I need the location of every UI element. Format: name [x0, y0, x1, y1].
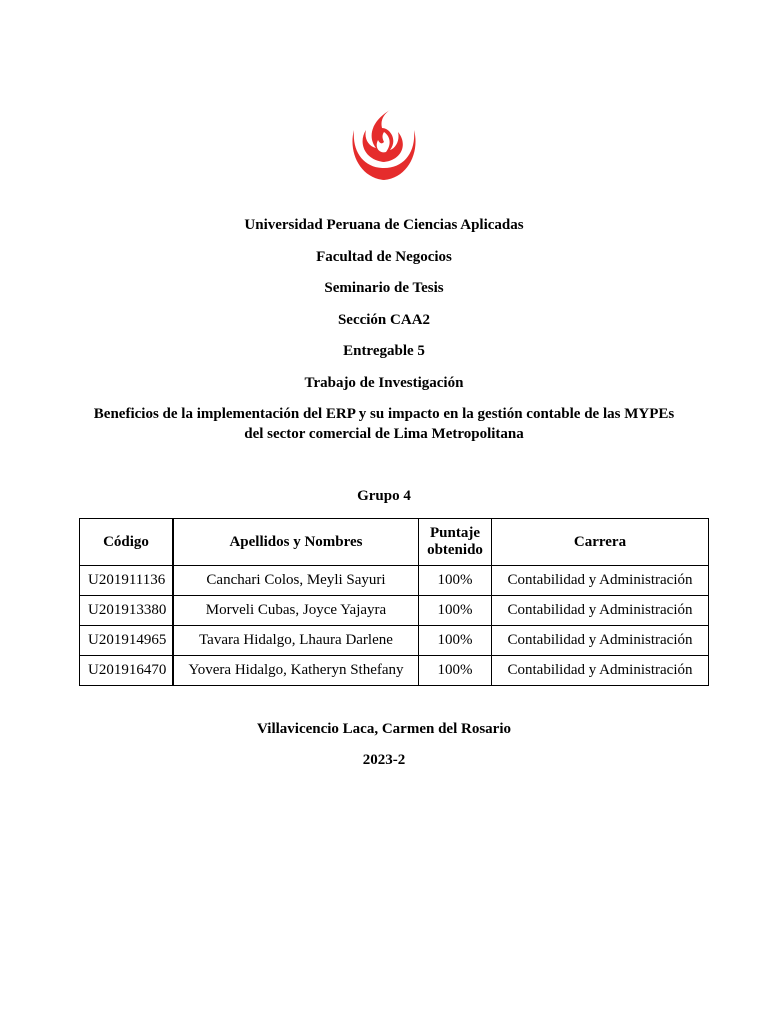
cell-code: U201911136	[80, 566, 174, 596]
university-name: Universidad Peruana de Ciencias Aplicadas	[244, 217, 524, 233]
header-code: Código	[80, 519, 174, 566]
academic-period: 2023-2	[362, 752, 406, 768]
upc-flame-logo-icon	[346, 108, 422, 184]
cell-name: Yovera Hidalgo, Katheryn Sthefany	[173, 656, 419, 686]
cell-career: Contabilidad y Administración	[492, 656, 709, 686]
header-career: Carrera	[492, 519, 709, 566]
cell-name: Morveli Cubas, Joyce Yajayra	[173, 596, 419, 626]
research-title: Beneficios de la implementación del ERP y su impacto en la gestión contable de las MYPEs del sector comercial de Lima Metropolitana	[93, 406, 675, 442]
cell-career: Contabilidad y Administración	[492, 596, 709, 626]
table-row	[80, 626, 709, 656]
cell-score: 100%	[419, 596, 492, 626]
cell-career: Contabilidad y Administración	[492, 566, 709, 596]
cell-code: U201914965	[80, 626, 174, 656]
cell-name: Tavara Hidalgo, Lhaura Darlene	[173, 626, 419, 656]
section-name: Sección CAA2	[337, 312, 431, 328]
faculty-name: Facultad de Negocios	[316, 249, 452, 265]
header-name: Apellidos y Nombres	[173, 519, 419, 566]
header-score: Puntaje obtenido	[419, 519, 492, 566]
cell-name: Canchari Colos, Meyli Sayuri	[173, 566, 419, 596]
table-row	[80, 596, 709, 626]
table-row	[80, 566, 709, 596]
table-header-row	[80, 519, 709, 566]
members-table	[79, 518, 709, 686]
table-row	[80, 656, 709, 686]
group-label: Grupo 4	[357, 488, 411, 504]
cell-score: 100%	[419, 656, 492, 686]
deliverable-name: Entregable 5	[343, 343, 425, 359]
cell-score: 100%	[419, 626, 492, 656]
advisor-name: Villavicencio Laca, Carmen del Rosario	[257, 721, 511, 737]
work-type: Trabajo de Investigación	[304, 375, 464, 391]
course-name: Seminario de Tesis	[324, 280, 444, 296]
cell-career: Contabilidad y Administración	[492, 626, 709, 656]
cell-score: 100%	[419, 566, 492, 596]
cell-code: U201916470	[80, 656, 174, 686]
cell-code: U201913380	[80, 596, 174, 626]
